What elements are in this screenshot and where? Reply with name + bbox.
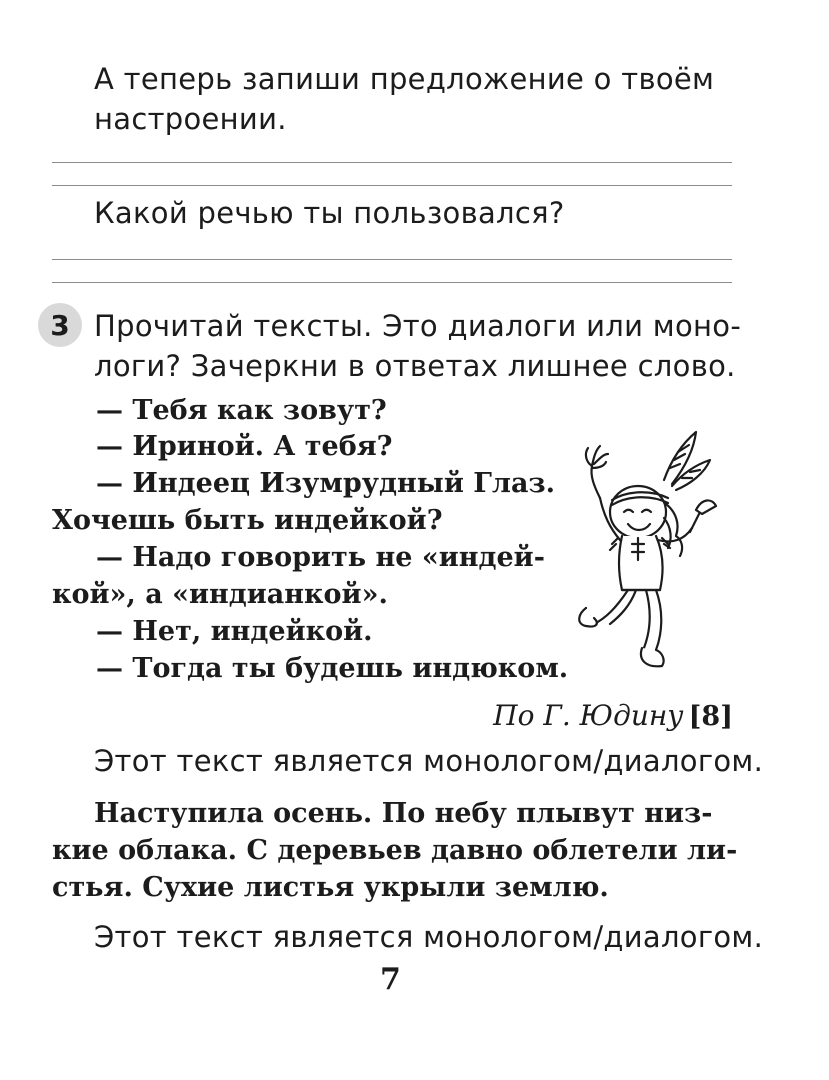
task-instruction-line-2: логи? Зачеркни в ответах лишнее слово. [94, 349, 736, 383]
intro-line-1: А теперь запиши предложение о твоём [94, 62, 715, 96]
answer-2[interactable]: Этот текст является монологом/диалогом. [94, 920, 764, 954]
page-number: 7 [380, 962, 401, 997]
dancing-child-illustration [572, 428, 722, 678]
dialogue-line-2: — Ириной. А тебя? [96, 431, 393, 462]
task-number-badge: 3 [38, 303, 82, 347]
dialogue-line-3: — Индеец Изумрудный Глаз. [96, 468, 556, 499]
dialogue-line-5: — Надо говорить не «индей- [96, 542, 545, 573]
dialogue-line-1: — Тебя как зовут? [96, 395, 387, 426]
writing-line-3[interactable] [52, 259, 732, 260]
task-instruction-line-1: Прочитай тексты. Это диалоги или моно- [94, 309, 742, 343]
writing-line-4[interactable] [52, 282, 732, 283]
source-author: По Г. Юдину [493, 699, 684, 732]
dialogue-line-7: — Нет, индейкой. [96, 616, 373, 647]
dialogue-line-4: Хочешь быть индейкой? [52, 505, 443, 536]
dialogue-line-6: кой», а «индианкой». [52, 579, 388, 610]
source-ref: [8] [688, 701, 733, 732]
text2-line-3: стья. Сухие листья укрыли землю. [52, 872, 609, 903]
question-text: Какой речью ты пользовался? [94, 196, 565, 230]
intro-line-2: настроении. [94, 102, 287, 136]
text2-line-2: кие облака. С деревьев давно облетели ли- [52, 835, 738, 866]
dialogue-line-8: — Тогда ты будешь индюком. [96, 653, 569, 684]
answer-1[interactable]: Этот текст является монологом/диалогом. [94, 744, 764, 778]
writing-line-1[interactable] [52, 162, 732, 163]
writing-line-2[interactable] [52, 185, 732, 186]
text2-line-1: Наступила осень. По небу плывут низ- [94, 798, 713, 829]
source-attribution [493, 699, 733, 732]
